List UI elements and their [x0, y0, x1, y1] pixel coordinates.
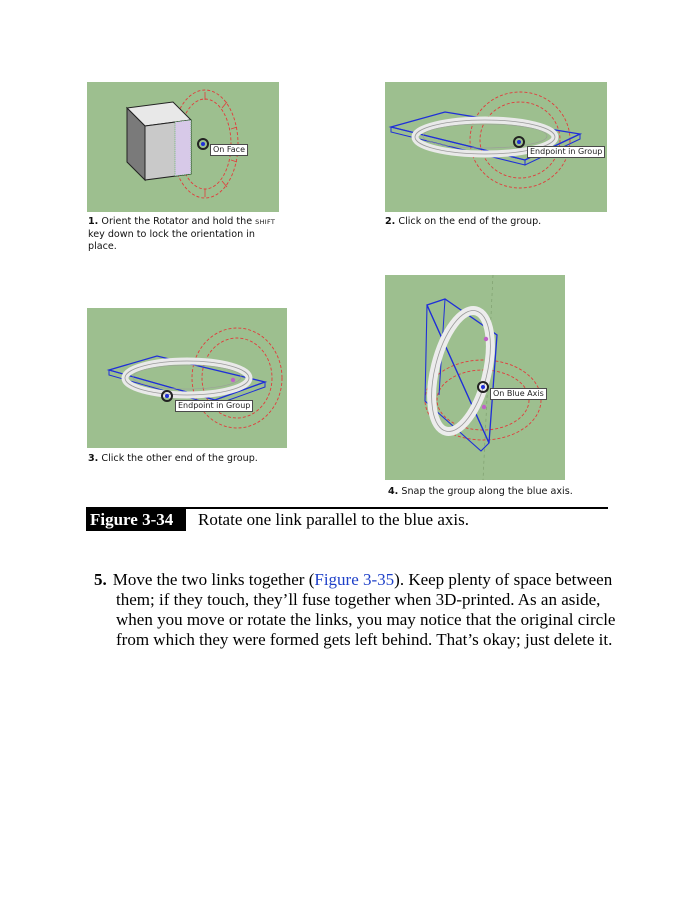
inference-tag-endpoint: Endpoint in Group [527, 146, 605, 158]
inference-tag-blue-axis: On Blue Axis [490, 388, 547, 400]
flat-link-group [109, 356, 265, 405]
cube-shape [127, 102, 191, 180]
caption-panel-2 [385, 216, 607, 229]
caption-panel-1 [88, 216, 278, 254]
step-text-after: ). Keep plenty of space between them; if they touch, they’ll fuse together when 3D-printed. As an aside, when you move or rotate the links, you may notice that the original circle from which they were formed gets left behind. That’s okay; just delete it. [116, 570, 616, 649]
caption-panel-3 [88, 453, 298, 466]
figure-panel-1 [87, 82, 279, 212]
caption-1-text-b: key down to lock the orientation in place. [88, 228, 255, 253]
caption-1-number: 1. [88, 216, 99, 227]
panel-1-illustration [87, 82, 279, 212]
inference-tag-on-face: On Face [210, 144, 248, 156]
caption-4-text: Snap the group along the blue axis. [401, 486, 573, 497]
caption-2-text: Click on the end of the group. [398, 216, 542, 227]
step-5-paragraph [94, 570, 616, 650]
caption-panel-4 [388, 486, 608, 499]
panel-4-illustration [385, 275, 565, 480]
vertical-link-group [421, 299, 501, 451]
inference-tag-endpoint: Endpoint in Group [175, 400, 253, 412]
caption-4-number: 4. [388, 486, 399, 497]
figure-caption: Rotate one link parallel to the blue axis. [198, 510, 469, 529]
step-text-before: Move the two links together ( [112, 570, 315, 589]
figure-label: Figure 3-34 [86, 509, 186, 531]
panel-3-illustration [87, 308, 287, 448]
rotator-protractor [192, 328, 282, 428]
caption-2-number: 2. [385, 216, 396, 227]
shift-key-label: SHIFT [255, 218, 276, 226]
figure-panel-3 [87, 308, 287, 448]
figure-link[interactable]: Figure 3-35 [314, 570, 395, 589]
caption-3-text: Click the other end of the group. [101, 453, 258, 464]
step-number: 5. [94, 570, 107, 589]
caption-1-text-a: Orient the Rotator and hold the [101, 216, 253, 227]
caption-3-number: 3. [88, 453, 99, 464]
figure-panel-2 [385, 82, 607, 212]
figure-panel-4 [385, 275, 565, 480]
